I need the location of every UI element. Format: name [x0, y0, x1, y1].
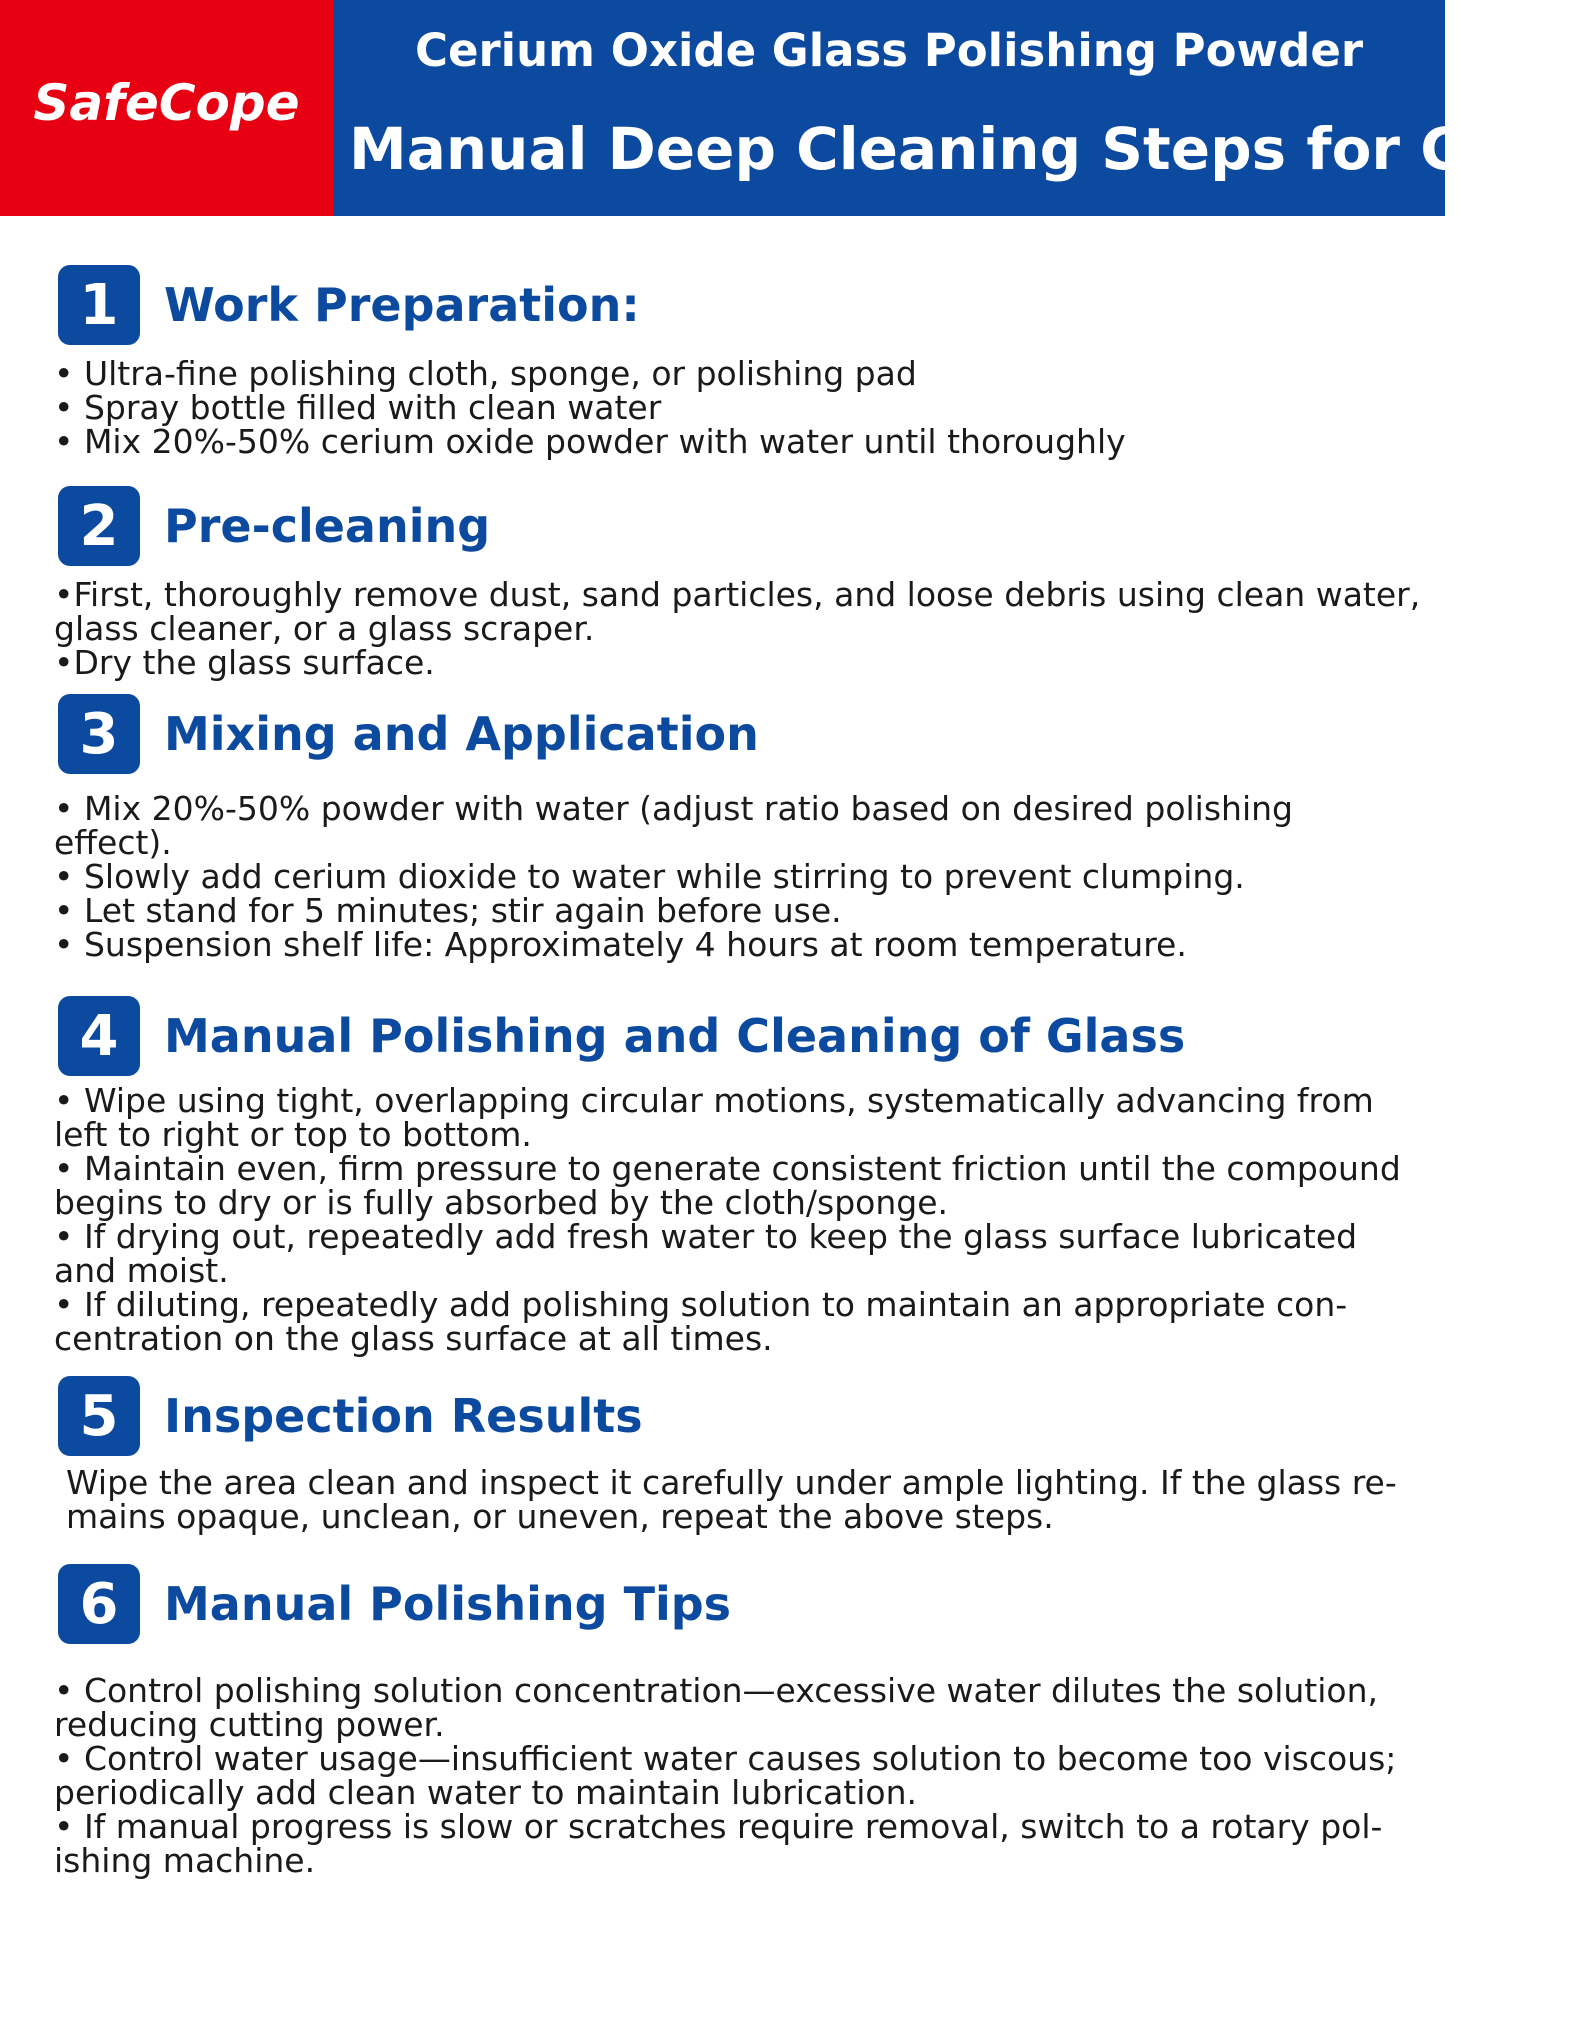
step-line: centration on the glass surface at all times.: [54, 1319, 773, 1358]
step-header: [58, 486, 490, 566]
step-title: Mixing and Application: [164, 707, 759, 761]
step-number-badge: 6: [58, 1564, 140, 1644]
step-body: [54, 575, 1421, 682]
step-title: Work Preparation:: [164, 278, 640, 332]
step-line: left to right or top to bottom.: [54, 1115, 532, 1154]
step-line: • If diluting, repeatedly add polishing solution to maintain an appropriate con-: [54, 1285, 1348, 1324]
step-line: •First, thoroughly remove dust, sand particles, and loose debris using clean water,: [54, 575, 1421, 614]
step-line: glass cleaner, or a glass scraper.: [54, 609, 595, 648]
step-line: Wipe the area clean and inspect it carefully under ample lighting. If the glass re-: [66, 1463, 1397, 1502]
step-line: • If drying out, repeatedly add fresh water to keep the glass surface lubricated: [54, 1217, 1358, 1256]
step-body: [54, 1671, 1404, 1880]
step-line: mains opaque, unclean, or uneven, repeat the above steps.: [66, 1497, 1054, 1536]
brand-logo: SafeCope: [33, 74, 300, 132]
product-subtitle: Cerium Oxide Glass Polishing Powder: [414, 24, 1364, 77]
step-number-badge: 1: [58, 265, 140, 345]
step-line: • Ultra-fine polishing cloth, sponge, or polishing pad: [54, 354, 917, 393]
step-line: • Let stand for 5 minutes; stir again before use.: [54, 891, 842, 930]
step-header: [58, 265, 640, 345]
step-header: [58, 1376, 643, 1456]
step-title: Manual Polishing Tips: [164, 1577, 732, 1631]
step-line: • Suspension shelf life: Approximately 4 hours at room temperature.: [54, 925, 1187, 964]
step-line: • Slowly add cerium dioxide to water while stirring to prevent clumping.: [54, 857, 1245, 896]
step-title: Pre-cleaning: [164, 499, 491, 553]
step-line: effect).: [54, 823, 172, 862]
step-line: periodically add clean water to maintain lubrication.: [54, 1773, 918, 1812]
step-header: [58, 996, 1185, 1076]
step-header: [58, 694, 759, 774]
step-line: • If manual progress is slow or scratches require removal, switch to a rotary pol-: [54, 1807, 1383, 1846]
brand-box: [0, 0, 333, 216]
title-banner: [333, 0, 1596, 216]
step-line: ishing machine.: [54, 1841, 316, 1880]
step-line: • Mix 20%-50% cerium oxide powder with water until thoroughly: [54, 422, 1126, 461]
step-line: • Control polishing solution concentration—excessive water dilutes the solution,: [54, 1671, 1378, 1710]
step-number-badge: 3: [58, 694, 140, 774]
step-title: Manual Polishing and Cleaning of Glass: [164, 1009, 1186, 1063]
step-line: • Control water usage—insufficient water causes solution to become too viscous;: [54, 1739, 1397, 1778]
step-line: and moist.: [54, 1251, 229, 1290]
step-line: reducing cutting power.: [54, 1705, 445, 1744]
step-header: [58, 1564, 731, 1644]
step-body: [54, 1081, 1404, 1358]
step-line: • Wipe using tight, overlapping circular motions, systematically advancing from: [54, 1081, 1374, 1120]
step-body: [66, 1463, 1416, 1536]
step-line: begins to dry or is fully absorbed by the cloth/sponge.: [54, 1183, 948, 1222]
page-title: Manual Deep Cleaning Steps for Glass: [349, 115, 1596, 183]
step-line: •Dry the glass surface.: [54, 643, 435, 682]
step-number-badge: 2: [58, 486, 140, 566]
step-line: • Spray bottle filled with clean water: [54, 388, 662, 427]
step-line: • Mix 20%-50% powder with water (adjust ratio based on desired polishing: [54, 789, 1293, 828]
step-title: Inspection Results: [164, 1389, 643, 1443]
step-line: • Maintain even, firm pressure to generate consistent friction until the compound: [54, 1149, 1401, 1188]
step-number-badge: 5: [58, 1376, 140, 1456]
page-header: [0, 0, 1596, 216]
step-body: [54, 789, 1404, 964]
step-number-badge: 4: [58, 996, 140, 1076]
step-body: [54, 354, 1404, 461]
